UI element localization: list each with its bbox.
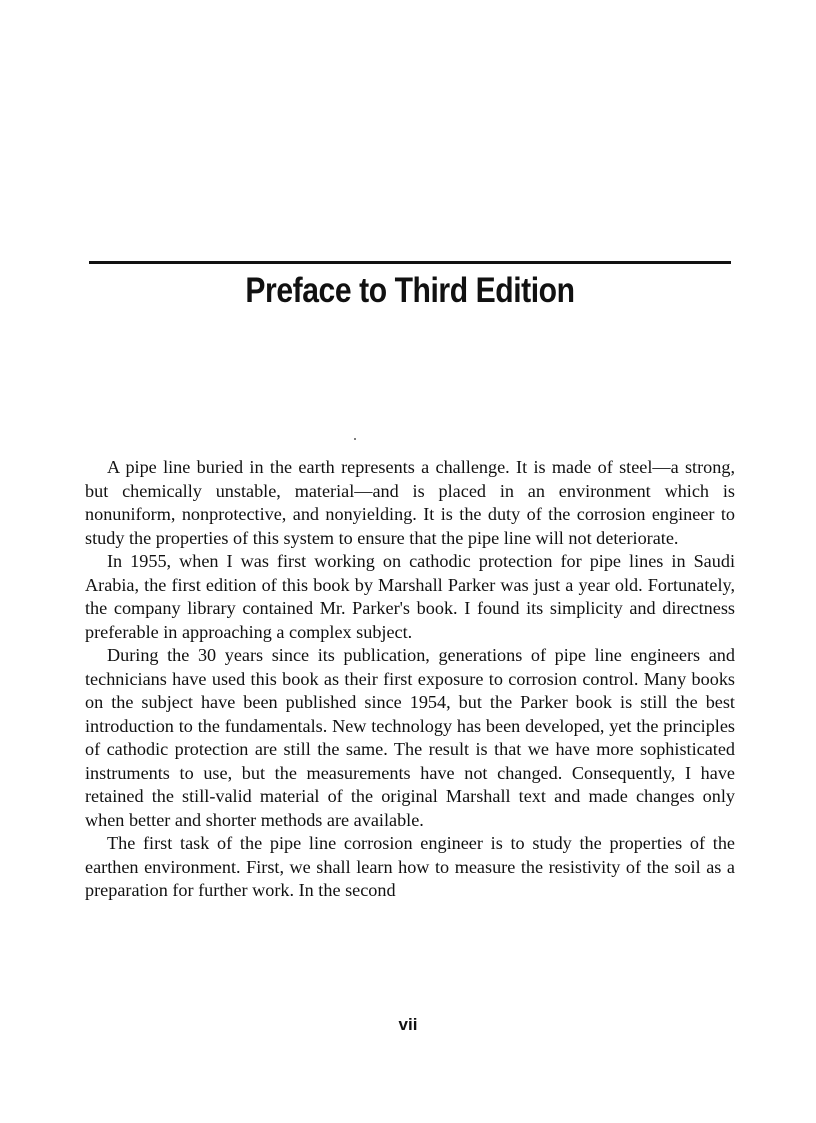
paragraph-3: During the 30 years since its publication, generations of pipe line engineers and technicians have used this book as their first exposure to corrosion control. Many books on the subject have been published since 1954, but the Parker book is still the best introduction to the fundamentals. New technology has been developed, yet the principles of cathodic protection are still the same. The result is that we have more sophisticated instruments to use, but the measurements have not changed. Consequently, I have retained the still-valid material of the original Marshall text and made changes only when better and shorter methods are available. (85, 645, 735, 830)
page-number: vii (398, 1015, 418, 1034)
paragraph-4: The first task of the pipe line corrosion engineer is to study the properties of the earthen environment. First, we shall learn how to measure the resistivity of the soil as a preparation for further work. In the second (85, 833, 735, 900)
paragraph-2: In 1955, when I was first working on cathodic protection for pipe lines in Saudi Arabia, the first edition of this book by Marshall Parker was just a year old. Fortunately, the company library contained Mr. Parker's book. I found its simplicity and directness preferable in approaching a complex subject. (85, 551, 735, 642)
title-rule (89, 261, 731, 264)
body-text (85, 456, 735, 903)
page-title: Preface to Third Edition (245, 271, 575, 310)
paragraph-1: A pipe line buried in the earth represents a challenge. It is made of steel—a strong, but chemically unstable, material—and is placed in an environment which is nonuniform, nonprotective, and nonyielding. It is the duty of the corrosion engineer to study the properties of this system to ensure that the pipe line will not deteriorate. (85, 457, 735, 548)
scan-speck (354, 438, 356, 440)
